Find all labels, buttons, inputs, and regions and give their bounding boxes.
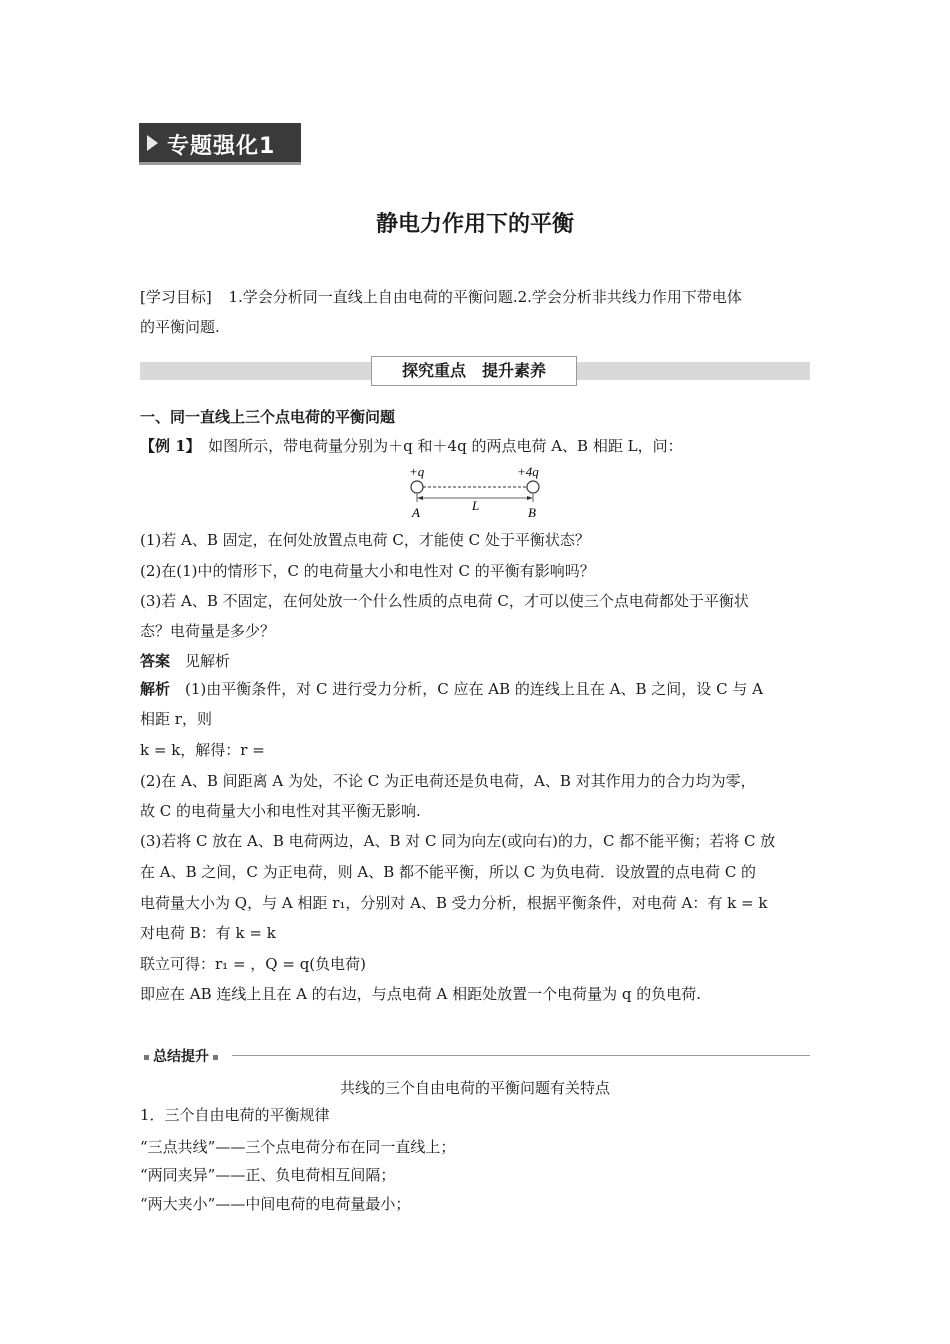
charge-a-circle bbox=[411, 481, 423, 493]
question-1: (1)若 A、B 固定，在何处放置点电荷 C，才能使 C 处于平衡状态？ bbox=[140, 531, 590, 549]
point-a-label: A bbox=[412, 505, 420, 520]
objective-line-2: 的平衡问题. bbox=[140, 318, 220, 336]
question-3-cont: 态？电荷量是多少？ bbox=[140, 622, 276, 640]
analysis-line-8: 电荷量大小为 Q，与 A 相距 r₁，分别对 A、B 受力分析，根据平衡条件，对电荷 A：有 k = k bbox=[140, 894, 768, 912]
charge-b-circle bbox=[527, 481, 539, 493]
objective-line-1 bbox=[140, 286, 742, 308]
arrow-right-icon bbox=[527, 496, 533, 500]
summary-line-2: “三点共线”——三个点电荷分布在同一直线上； bbox=[140, 1138, 456, 1156]
section-heading: 一、同一直线上三个点电荷的平衡问题 bbox=[140, 408, 396, 426]
play-arrow-icon bbox=[147, 135, 158, 151]
arrow-left-icon bbox=[417, 496, 423, 500]
example-label: 【例 1】 bbox=[140, 437, 194, 455]
square-bullet-icon bbox=[213, 1055, 218, 1060]
badge-text: 专题强化1 bbox=[167, 134, 276, 159]
section-banner: 探究重点 提升素养 bbox=[371, 356, 577, 386]
distance-label: L bbox=[472, 498, 480, 513]
analysis-line-1 bbox=[140, 678, 763, 700]
summary-line-4: “两大夹小”——中间电荷的电荷量最小； bbox=[140, 1195, 411, 1213]
charges-figure bbox=[395, 462, 555, 522]
point-b-label: B bbox=[528, 505, 536, 520]
summary-label: 总结提升 bbox=[153, 1049, 209, 1065]
summary-line-1: 1．三个自由电荷的平衡规律 bbox=[140, 1106, 330, 1124]
summary-header bbox=[140, 1046, 810, 1066]
analysis-line-2: 相距 r，则 bbox=[140, 710, 212, 728]
answer-label: 答案 bbox=[140, 652, 171, 670]
analysis-line-6: (3)若将 C 放在 A、B 电荷两边，A、B 对 C 同为向左(或向右)的力，C 都不能平衡；若将 C 放 bbox=[140, 832, 776, 850]
example-line bbox=[140, 435, 683, 457]
example-text: 如图所示，带电荷量分别为＋q 和＋4q 的两点电荷 A、B 相距 L，问： bbox=[193, 437, 683, 455]
analysis-line-10: 联立可得：r₁ = ，Q = q(负电荷) bbox=[140, 955, 366, 973]
analysis-label: 解析 bbox=[140, 680, 171, 698]
analysis-line-11: 即应在 AB 连线上且在 A 的右边，与点电荷 A 相距处放置一个电荷量为 q 的负电荷. bbox=[140, 985, 702, 1003]
answer-line bbox=[140, 650, 230, 672]
objective-text-1: 1.学会分析同一直线上自由电荷的平衡问题.2.学会分析非共线力作用下带电体 bbox=[228, 288, 742, 306]
analysis-line-5: 故 C 的电荷量大小和电性对其平衡无影响. bbox=[140, 802, 421, 820]
analysis-line-7: 在 A、B 之间，C 为正电荷，则 A、B 都不能平衡，所以 C 为负电荷．设放置的点电荷 C 的 bbox=[140, 863, 757, 881]
analysis-line-9: 对电荷 B：有 k = k bbox=[140, 924, 276, 942]
page-title: 静电力作用下的平衡 bbox=[375, 212, 574, 237]
question-3: (3)若 A、B 不固定，在何处放一个什么性质的点电荷 C，才可以使三个点电荷都处于平衡状 bbox=[140, 592, 749, 610]
topic-badge bbox=[139, 123, 301, 165]
summary-line-3: “两同夹异”——正、负电荷相互间隔； bbox=[140, 1166, 396, 1184]
summary-title: 共线的三个自由电荷的平衡问题有关特点 bbox=[339, 1079, 610, 1097]
objective-label: [学习目标] bbox=[140, 288, 212, 306]
summary-label-wrap bbox=[140, 1046, 222, 1066]
analysis-line-4: (2)在 A、B 间距离 A 为处，不论 C 为正电荷还是负电荷，A、B 对其作用力的合力均为零， bbox=[140, 772, 756, 790]
question-2: (2)在(1)中的情形下，C 的电荷量大小和电性对 C 的平衡有影响吗？ bbox=[140, 562, 595, 580]
divider bbox=[232, 1055, 810, 1056]
charge-b-label: +4q bbox=[517, 464, 539, 479]
charge-a-label: +q bbox=[409, 464, 425, 479]
analysis-line-3: k = k，解得：r = bbox=[140, 741, 265, 759]
square-bullet-icon bbox=[144, 1055, 149, 1060]
analysis-text-1: (1)由平衡条件，对 C 进行受力分析，C 应在 AB 的连线上且在 A、B 之间，设 C 与 A bbox=[170, 680, 763, 698]
answer-text: 见解析 bbox=[170, 652, 231, 670]
